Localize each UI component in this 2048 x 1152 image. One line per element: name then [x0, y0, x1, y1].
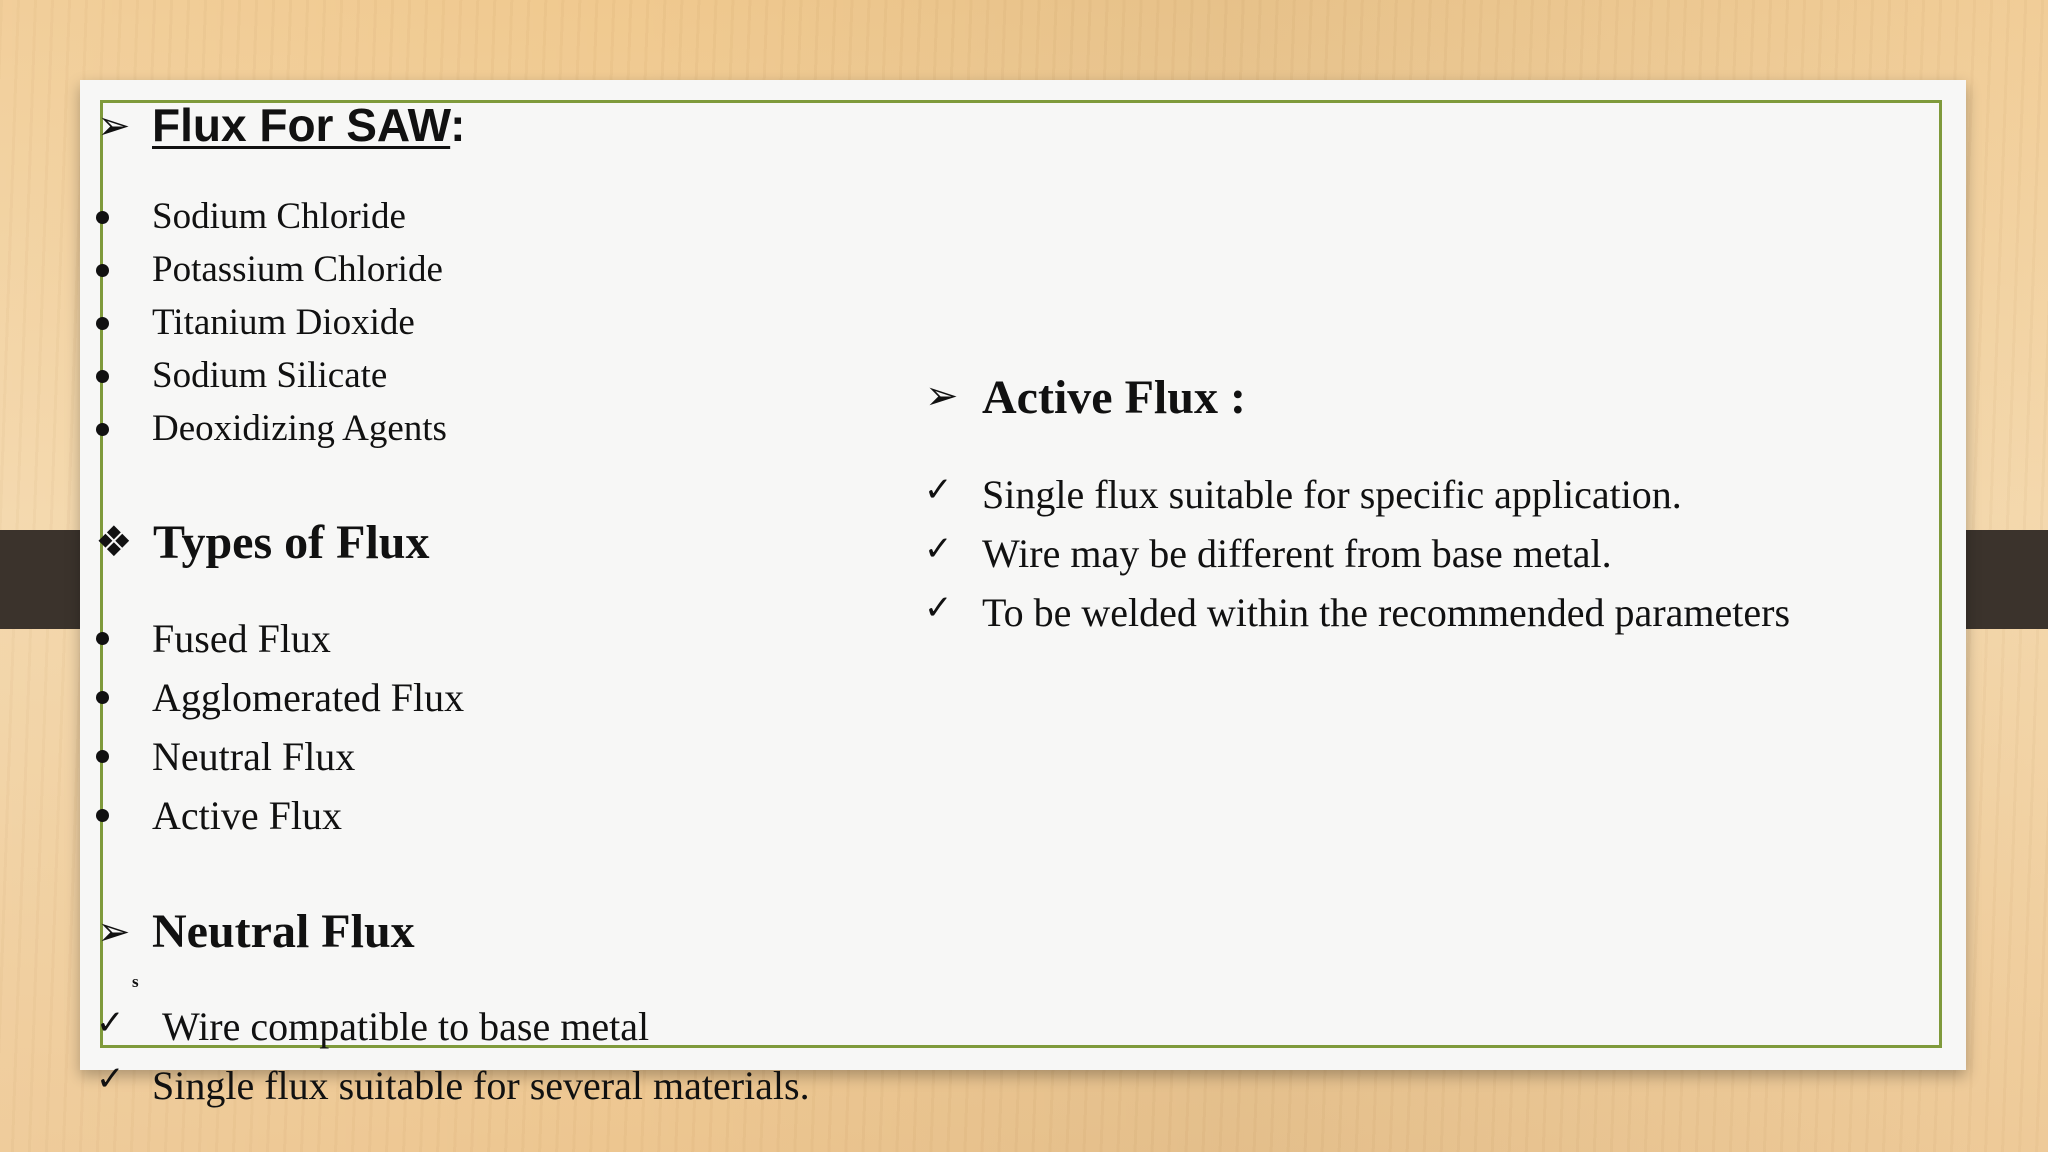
bullet-dot-icon	[96, 809, 109, 822]
bullet-dot-icon	[96, 211, 109, 224]
saw-heading-colon: :	[450, 99, 466, 151]
bullet-dot-icon	[96, 423, 109, 436]
arrow-bullet-icon: ➢	[925, 373, 959, 419]
check-icon: ✓	[924, 588, 953, 628]
types-heading: Types of Flux	[153, 516, 430, 569]
bullet-dot-icon	[96, 750, 109, 763]
check-icon: ✓	[924, 470, 953, 510]
saw-heading-text: Flux For SAW	[152, 99, 451, 151]
saw-item-deoxidizing-agents: Deoxidizing Agents	[152, 408, 447, 449]
check-icon: ✓	[96, 1003, 125, 1043]
neutral-item-single-flux-several: Single flux suitable for several materials.	[152, 1063, 810, 1108]
active-item-wire-different: Wire may be different from base metal.	[982, 531, 1612, 576]
saw-item-sodium-silicate: Sodium Silicate	[152, 355, 388, 396]
types-item-agglomerated-flux: Agglomerated Flux	[152, 675, 465, 720]
bullet-dot-icon	[96, 317, 109, 330]
bullet-dot-icon	[96, 632, 109, 645]
types-item-active-flux: Active Flux	[152, 793, 342, 838]
active-heading: Active Flux :	[982, 371, 1246, 424]
saw-heading	[152, 98, 466, 152]
bullet-dot-icon	[96, 264, 109, 277]
saw-item-sodium-chloride: Sodium Chloride	[152, 196, 406, 237]
bullet-dot-icon	[96, 370, 109, 383]
diamond-bullet-icon: ❖	[95, 517, 133, 566]
arrow-bullet-icon: ➢	[97, 909, 131, 955]
types-item-fused-flux: Fused Flux	[152, 616, 331, 661]
saw-item-potassium-chloride: Potassium Chloride	[152, 249, 443, 290]
check-icon: ✓	[96, 1059, 125, 1099]
check-icon: ✓	[924, 529, 953, 569]
active-item-recommended-parameters: To be welded within the recommended parameters	[982, 590, 1791, 635]
types-item-neutral-flux: Neutral Flux	[152, 734, 356, 779]
stray-letter: s	[132, 972, 139, 991]
active-item-specific-application: Single flux suitable for specific application.	[982, 472, 1682, 517]
saw-item-titanium-dioxide: Titanium Dioxide	[152, 302, 415, 343]
bullet-dot-icon	[96, 691, 109, 704]
neutral-heading: Neutral Flux	[152, 905, 415, 958]
neutral-item-wire-compatible: Wire compatible to base metal	[162, 1004, 650, 1049]
arrow-bullet-icon: ➢	[97, 103, 131, 149]
